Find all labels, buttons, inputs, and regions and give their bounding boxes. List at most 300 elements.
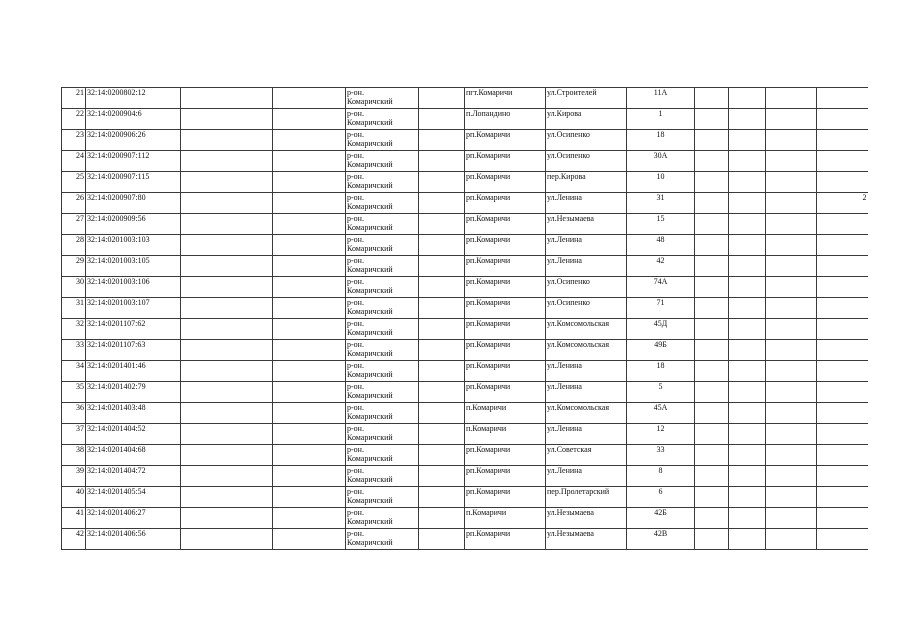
row-number-text: 23 [76, 130, 84, 139]
settlement-text: рп.Комаричи [466, 382, 511, 391]
empty-cell [766, 529, 817, 550]
empty-cell [273, 445, 346, 466]
table-row [62, 214, 868, 235]
empty-cell [729, 340, 766, 361]
empty-cell [419, 487, 465, 508]
street-text: ул.Ленина [547, 235, 582, 244]
house-number-cell [627, 130, 695, 151]
cadastral-number-text: 32:14:0201003:107 [87, 298, 150, 307]
settlement-cell [465, 109, 546, 130]
empty-cell [419, 361, 465, 382]
district-cell [346, 130, 419, 151]
settlement-cell [465, 298, 546, 319]
district-cell [346, 109, 419, 130]
empty-cell [729, 487, 766, 508]
street-cell [546, 151, 627, 172]
table-row [62, 382, 868, 403]
empty-cell [729, 466, 766, 487]
district-cell [346, 88, 419, 109]
settlement-text: рп.Комаричи [466, 466, 511, 475]
settlement-text: рп.Комаричи [466, 235, 511, 244]
empty-cell [766, 88, 817, 109]
row-number-cell [62, 424, 86, 445]
extra-value-cell [817, 277, 868, 298]
table-row [62, 424, 868, 445]
settlement-cell [465, 382, 546, 403]
house-number-text: 6 [658, 487, 663, 496]
district-text: р-он. [347, 403, 364, 412]
empty-cell [766, 361, 817, 382]
empty-cell [181, 130, 273, 151]
street-text: ул.Осипенко [547, 298, 590, 307]
table-body [62, 88, 868, 550]
district-cell [346, 508, 419, 529]
cadastral-number-cell [86, 382, 181, 403]
row-number-text: 32 [76, 319, 84, 328]
empty-cell [273, 403, 346, 424]
settlement-cell [465, 319, 546, 340]
cadastral-number-text: 32:14:0200907:112 [87, 151, 150, 160]
extra-value-cell [817, 403, 868, 424]
district-name-text: Комаричский [347, 244, 393, 253]
district-name-text: Комаричский [347, 496, 393, 505]
settlement-cell [465, 361, 546, 382]
house-number-text: 42Б [654, 508, 667, 517]
district-text: р-он. [347, 529, 364, 538]
cadastral-number-cell [86, 529, 181, 550]
street-cell [546, 340, 627, 361]
house-number-cell [627, 382, 695, 403]
district-name-text: Комаричский [347, 265, 393, 274]
empty-cell [766, 487, 817, 508]
empty-cell [729, 424, 766, 445]
street-text: ул.Строителей [547, 88, 597, 97]
row-number-text: 36 [76, 403, 84, 412]
empty-cell [695, 529, 729, 550]
extra-value-cell [817, 172, 868, 193]
row-number-text: 22 [76, 109, 84, 118]
district-cell [346, 235, 419, 256]
empty-cell [419, 172, 465, 193]
house-number-cell [627, 109, 695, 130]
row-number-cell [62, 529, 86, 550]
district-name-text: Комаричский [347, 349, 393, 358]
empty-cell [729, 508, 766, 529]
district-name-text: Комаричский [347, 391, 393, 400]
district-text: р-он. [347, 172, 364, 181]
empty-cell [419, 508, 465, 529]
empty-cell [419, 382, 465, 403]
cadastral-number-text: 32:14:0201107:62 [87, 319, 146, 328]
empty-cell [181, 277, 273, 298]
district-name-text: Комаричский [347, 97, 393, 106]
empty-cell [729, 109, 766, 130]
district-text: р-он. [347, 277, 364, 286]
empty-cell [729, 529, 766, 550]
district-cell [346, 298, 419, 319]
cadastral-number-cell [86, 193, 181, 214]
empty-cell [766, 466, 817, 487]
empty-cell [695, 277, 729, 298]
house-number-cell [627, 319, 695, 340]
cadastral-number-text: 32:14:0200907:115 [87, 172, 150, 181]
empty-cell [766, 319, 817, 340]
district-text: р-он. [347, 193, 364, 202]
settlement-cell [465, 151, 546, 172]
empty-cell [273, 487, 346, 508]
empty-cell [766, 424, 817, 445]
house-number-text: 12 [656, 424, 665, 433]
row-number-cell [62, 361, 86, 382]
empty-cell [273, 529, 346, 550]
empty-cell [695, 361, 729, 382]
table-row [62, 445, 868, 466]
table-row [62, 466, 868, 487]
empty-cell [695, 88, 729, 109]
cadastral-number-cell [86, 172, 181, 193]
empty-cell [766, 172, 817, 193]
house-number-text: 11А [653, 88, 668, 97]
empty-cell [273, 256, 346, 277]
empty-cell [766, 508, 817, 529]
empty-cell [729, 277, 766, 298]
street-text: пер.Пролетарский [547, 487, 610, 496]
empty-cell [419, 88, 465, 109]
table-row [62, 319, 868, 340]
street-text: ул.Осипенко [547, 130, 590, 139]
table-row [62, 193, 868, 214]
row-number-cell [62, 466, 86, 487]
district-name-text: Комаричский [347, 454, 393, 463]
district-text: р-он. [347, 487, 364, 496]
table-row [62, 403, 868, 424]
house-number-text: 49Б [654, 340, 667, 349]
district-text: р-он. [347, 361, 364, 370]
empty-cell [273, 88, 346, 109]
house-number-cell [627, 403, 695, 424]
empty-cell [695, 172, 729, 193]
house-number-cell [627, 529, 695, 550]
table-row [62, 88, 868, 109]
settlement-cell [465, 130, 546, 151]
settlement-text: рп.Комаричи [466, 298, 511, 307]
empty-cell [419, 424, 465, 445]
house-number-text: 42В [653, 529, 668, 538]
district-cell [346, 319, 419, 340]
empty-cell [419, 193, 465, 214]
empty-cell [695, 319, 729, 340]
street-cell [546, 508, 627, 529]
empty-cell [729, 382, 766, 403]
district-text: р-он. [347, 109, 364, 118]
street-cell [546, 466, 627, 487]
street-text: ул.Комсомольская [547, 319, 610, 328]
empty-cell [273, 214, 346, 235]
empty-cell [273, 508, 346, 529]
district-cell [346, 529, 419, 550]
empty-cell [766, 256, 817, 277]
table-row [62, 508, 868, 529]
extra-value-cell [817, 382, 868, 403]
empty-cell [273, 109, 346, 130]
street-cell [546, 487, 627, 508]
empty-cell [729, 403, 766, 424]
extra-value-cell [817, 319, 868, 340]
row-number-cell [62, 172, 86, 193]
house-number-text: 15 [656, 214, 665, 223]
empty-cell [181, 235, 273, 256]
street-text: ул.Кирова [547, 109, 582, 118]
house-number-cell [627, 193, 695, 214]
district-cell [346, 193, 419, 214]
district-cell [346, 424, 419, 445]
table-row [62, 109, 868, 130]
district-text: р-он. [347, 340, 364, 349]
settlement-text: рп.Комаричи [466, 277, 511, 286]
cadastral-number-text: 32:14:0201404:52 [87, 424, 146, 433]
extra-value-cell [817, 88, 868, 109]
district-text: р-он. [347, 151, 364, 160]
cadastral-number-text: 32:14:0201003:103 [87, 235, 150, 244]
empty-cell [766, 445, 817, 466]
street-cell [546, 235, 627, 256]
cadastral-number-text: 32:14:0201401:46 [87, 361, 146, 370]
street-cell [546, 130, 627, 151]
house-number-text: 48 [656, 235, 665, 244]
settlement-text: рп.Комаричи [466, 487, 511, 496]
settlement-cell [465, 466, 546, 487]
extra-value-cell [817, 361, 868, 382]
empty-cell [695, 403, 729, 424]
empty-cell [273, 340, 346, 361]
empty-cell [419, 151, 465, 172]
row-number-text: 37 [76, 424, 84, 433]
row-number-cell [62, 235, 86, 256]
district-text: р-он. [347, 235, 364, 244]
extra-value-cell [817, 424, 868, 445]
settlement-text: рп.Комаричи [466, 214, 511, 223]
extra-value-cell [817, 214, 868, 235]
empty-cell [766, 277, 817, 298]
street-text: ул.Ленина [547, 193, 582, 202]
extra-value-cell [817, 466, 868, 487]
cadastral-number-text: 32:14:0201405:54 [87, 487, 146, 496]
empty-cell [695, 151, 729, 172]
street-cell [546, 382, 627, 403]
empty-cell [766, 403, 817, 424]
house-number-cell [627, 235, 695, 256]
empty-cell [273, 298, 346, 319]
empty-cell [695, 340, 729, 361]
settlement-cell [465, 256, 546, 277]
row-number-cell [62, 256, 86, 277]
district-text: р-он. [347, 508, 364, 517]
street-text: ул.Ленина [547, 361, 582, 370]
cadastral-number-cell [86, 109, 181, 130]
house-number-cell [627, 151, 695, 172]
settlement-cell [465, 277, 546, 298]
cadastral-number-text: 32:14:0201404:68 [87, 445, 146, 454]
district-cell [346, 256, 419, 277]
street-text: пер.Кирова [547, 172, 586, 181]
settlement-text: п.Комаричи [466, 508, 507, 517]
empty-cell [181, 256, 273, 277]
cadastral-number-text: 32:14:0201403:48 [87, 403, 146, 412]
empty-cell [181, 487, 273, 508]
house-number-cell [627, 277, 695, 298]
cadastral-number-text: 32:14:0200906:26 [87, 130, 146, 139]
row-number-text: 21 [76, 88, 84, 97]
cadastral-number-cell [86, 424, 181, 445]
empty-cell [181, 298, 273, 319]
row-number-text: 40 [76, 487, 84, 496]
settlement-text: рп.Комаричи [466, 319, 511, 328]
house-number-text: 45А [653, 403, 668, 412]
row-number-cell [62, 508, 86, 529]
street-cell [546, 319, 627, 340]
empty-cell [419, 319, 465, 340]
district-name-text: Комаричский [347, 433, 393, 442]
cadastral-number-cell [86, 256, 181, 277]
empty-cell [181, 193, 273, 214]
row-number-cell [62, 298, 86, 319]
empty-cell [273, 193, 346, 214]
row-number-cell [62, 214, 86, 235]
property-register-table [61, 87, 868, 550]
district-cell [346, 277, 419, 298]
row-number-text: 42 [76, 529, 84, 538]
row-number-text: 35 [76, 382, 84, 391]
empty-cell [273, 319, 346, 340]
street-cell [546, 361, 627, 382]
row-number-cell [62, 319, 86, 340]
empty-cell [695, 193, 729, 214]
cadastral-number-text: 32:14:0201406:56 [87, 529, 146, 538]
extra-value-cell [817, 487, 868, 508]
house-number-cell [627, 298, 695, 319]
street-text: ул.Ленина [547, 256, 582, 265]
empty-cell [729, 361, 766, 382]
cadastral-number-text: 32:14:0201402:79 [87, 382, 146, 391]
cadastral-number-text: 32:14:0200904:6 [87, 109, 142, 118]
empty-cell [695, 382, 729, 403]
empty-cell [695, 214, 729, 235]
district-name-text: Комаричский [347, 475, 393, 484]
house-number-cell [627, 340, 695, 361]
row-number-text: 27 [76, 214, 84, 223]
street-text: ул.Комсомольская [547, 403, 610, 412]
empty-cell [181, 151, 273, 172]
house-number-cell [627, 88, 695, 109]
district-cell [346, 487, 419, 508]
table-row [62, 151, 868, 172]
settlement-text: рп.Комаричи [466, 340, 511, 349]
street-text: ул.Комсомольская [547, 340, 610, 349]
table-row [62, 361, 868, 382]
district-cell [346, 466, 419, 487]
empty-cell [419, 214, 465, 235]
settlement-text: рп.Комаричи [466, 130, 511, 139]
empty-cell [181, 466, 273, 487]
street-cell [546, 109, 627, 130]
extra-value-cell [817, 151, 868, 172]
empty-cell [181, 88, 273, 109]
empty-cell [766, 298, 817, 319]
district-name-text: Комаричский [347, 160, 393, 169]
row-number-cell [62, 193, 86, 214]
district-text: р-он. [347, 424, 364, 433]
empty-cell [181, 424, 273, 445]
district-cell [346, 151, 419, 172]
cadastral-number-text: 32:14:0200907:80 [87, 193, 146, 202]
empty-cell [273, 361, 346, 382]
street-cell [546, 214, 627, 235]
empty-cell [419, 256, 465, 277]
extra-value-cell [817, 340, 868, 361]
street-text: ул.Осипенко [547, 277, 590, 286]
empty-cell [419, 466, 465, 487]
row-number-text: 24 [76, 151, 84, 160]
district-name-text: Комаричский [347, 328, 393, 337]
cadastral-number-cell [86, 487, 181, 508]
empty-cell [729, 256, 766, 277]
street-cell [546, 193, 627, 214]
empty-cell [419, 445, 465, 466]
district-text: р-он. [347, 382, 364, 391]
cadastral-number-cell [86, 277, 181, 298]
settlement-text: рп.Комаричи [466, 172, 511, 181]
district-text: р-он. [347, 130, 364, 139]
row-number-cell [62, 382, 86, 403]
table-row [62, 277, 868, 298]
settlement-text: п.Лопандино [466, 109, 511, 118]
district-name-text: Комаричский [347, 538, 393, 547]
empty-cell [729, 130, 766, 151]
district-name-text: Комаричский [347, 286, 393, 295]
extra-value-cell [817, 235, 868, 256]
cadastral-number-cell [86, 445, 181, 466]
street-cell [546, 424, 627, 445]
house-number-cell [627, 508, 695, 529]
extra-value-cell [817, 130, 868, 151]
empty-cell [273, 424, 346, 445]
empty-cell [695, 235, 729, 256]
cadastral-number-cell [86, 340, 181, 361]
empty-cell [273, 277, 346, 298]
row-number-cell [62, 340, 86, 361]
settlement-cell [465, 340, 546, 361]
row-number-cell [62, 487, 86, 508]
empty-cell [729, 445, 766, 466]
street-text: ул.Незымаева [547, 508, 594, 517]
empty-cell [419, 109, 465, 130]
district-cell [346, 340, 419, 361]
district-name-text: Комаричский [347, 517, 393, 526]
empty-cell [766, 109, 817, 130]
row-number-cell [62, 403, 86, 424]
empty-cell [419, 235, 465, 256]
cadastral-number-cell [86, 214, 181, 235]
house-number-text: 1 [658, 109, 663, 118]
district-name-text: Комаричский [347, 118, 393, 127]
house-number-cell [627, 424, 695, 445]
cadastral-number-cell [86, 361, 181, 382]
house-number-cell [627, 214, 695, 235]
row-number-cell [62, 130, 86, 151]
row-number-cell [62, 88, 86, 109]
empty-cell [766, 214, 817, 235]
cadastral-number-text: 32:14:0200909:56 [87, 214, 146, 223]
